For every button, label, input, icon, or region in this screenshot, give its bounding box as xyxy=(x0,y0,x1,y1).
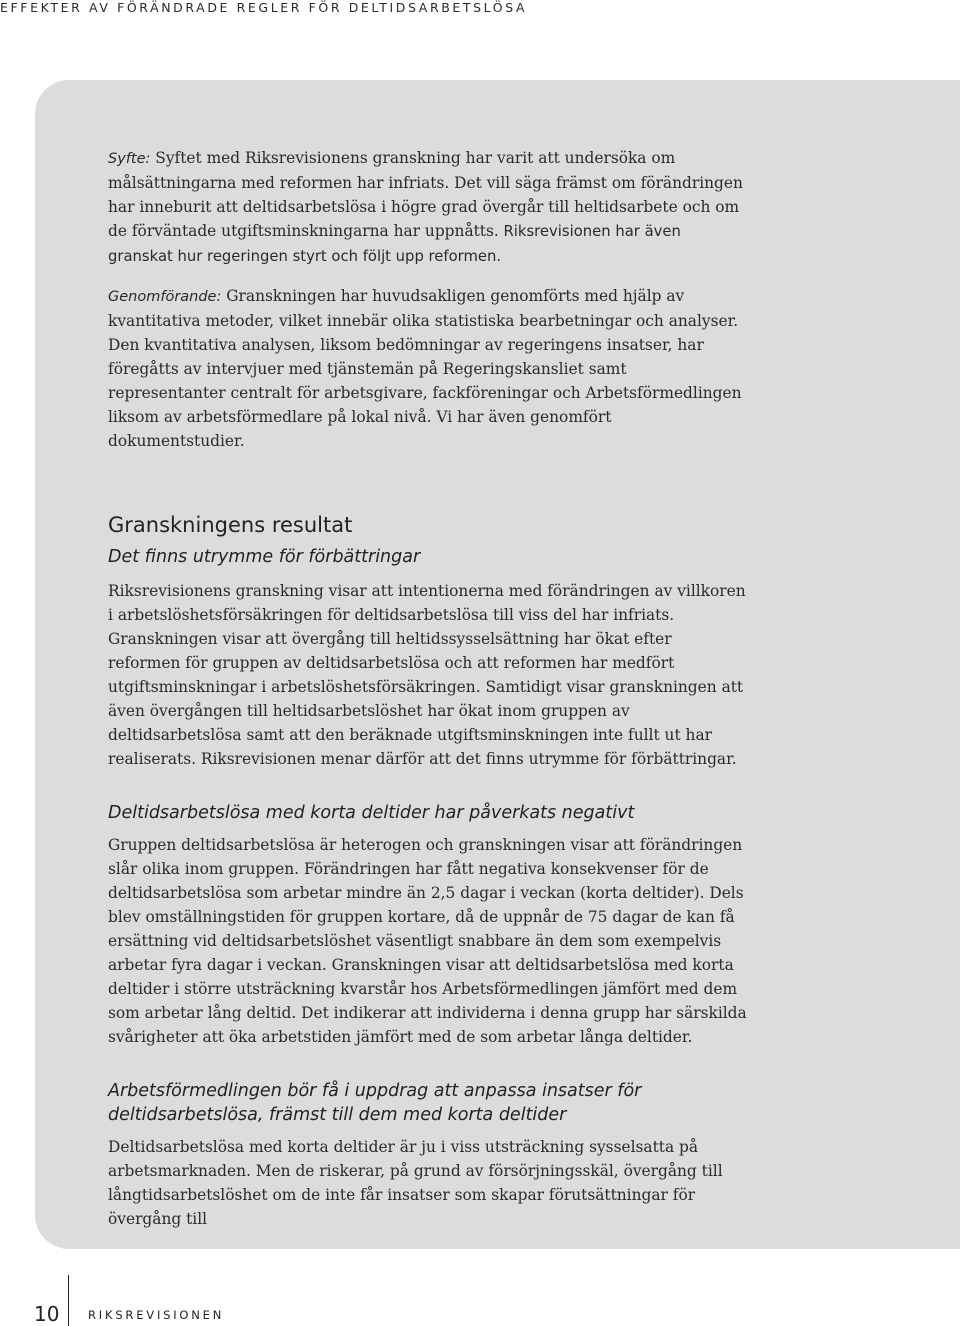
genomforande-paragraph xyxy=(108,284,748,453)
page-content xyxy=(108,146,748,1231)
genomforande-label: Genomförande: xyxy=(108,289,222,305)
syfte-paragraph xyxy=(108,146,748,269)
running-header: EFFEKTER AV FÖRÄNDRADE REGLER FÖR DELTIDSARBETSLÖSA xyxy=(0,0,528,15)
results-title: Granskningens resultat xyxy=(108,513,353,537)
genomforande-text: Granskningen har huvudsakligen genomförts med hjälp av kvantitativa metoder, vilket innebär olika statistiska bearbetningar och analyser. Den kvantitativa analysen, liksom bedömningar av regeringens insatser, har föregåtts av intervjuer med tjänstemän på Regeringskansliet samt representanter centralt för arbetsgivare, fackföreningar och Arbetsförmedlingen liksom av arbetsförmedlare på lokal nivå. Vi har även genomfört dokumentstudier. xyxy=(108,287,742,450)
section-body-employment-service: Deltidsarbetslösa med korta deltider är ju i viss utsträckning sysselsatta på arbetsmarknaden. Men de riskerar, på grund av försörjningsskäl, övergång till långtidsarbetslöshet om de inte får insatser som skapar förutsättningar för övergång till xyxy=(108,1138,723,1228)
footer-organization: RIKSREVISIONEN xyxy=(88,1308,225,1322)
section-body-improvements: Riksrevisionens granskning visar att intentionerna med förändringen av villkoren i arbetslöshetsförsäkringen för deltidsarbetslösa till viss del har infriats. Granskningen visar att övergång till heltidssysselsättning har ökat efter reformen för gruppen av deltidsarbetslösa och att reformen har medfört utgiftsminskningar i arbetslöshetsförsäkringen. Samtidigt visar granskningen att även övergången till heltidsarbetslöshet har ökat inom gruppen av deltidsarbetslösa samt att den beräknade utgiftsminskningen inte fullt ut har realiserats. Riksrevisionen menar därför att det finns utrymme för förbättringar. xyxy=(108,582,746,768)
syfte-label: Syfte: xyxy=(108,151,151,167)
footer-divider xyxy=(68,1275,69,1326)
section-heading-employment-service: Arbetsförmedlingen bör få i uppdrag att anpassa insatser för deltidsarbetslösa, främst till dem med korta deltider xyxy=(108,1081,642,1125)
section-heading-short-part-time: Deltidsarbetslösa med korta deltider har påverkats negativt xyxy=(108,803,635,823)
section-body-short-part-time: Gruppen deltidsarbetslösa är heterogen och granskningen visar att förändringen slår olika inom gruppen. Förändringen har fått negativa konsekvenser för de deltidsarbetslösa som arbetar mindre än 2,5 dagar i veckan (korta deltider). Dels blev omställningstiden för gruppen kortare, då de uppnår de 75 dagar de kan få ersättning vid deltidsarbetslöshet väsentligt snabbare än dem som exempelvis arbetar fyra dagar i veckan. Granskningen visar att deltidsarbetslösa med korta deltider i större utsträckning kvarstår hos Arbetsförmedlingen jämfört med dem som arbetar lång deltid. Det indikerar att individerna i denna grupp har särskilda svårigheter att öka arbetstiden jämfört med de som arbetar långa deltider. xyxy=(108,836,747,1046)
syfte-text-followup: Riksrevisionen har även granskat hur regeringen styrt och följt upp reformen. xyxy=(108,223,681,265)
page-number: 10 xyxy=(34,1302,60,1326)
section-heading-improvements: Det finns utrymme för förbättringar xyxy=(108,547,421,567)
syfte-text: Syftet med Riksrevisionens granskning har varit att undersöka om målsättningarna med reformen har infriats. Det vill säga främst om förändringen har inneburit att deltidsarbetslösa i högre grad övergår till heltidsarbete och om de förväntade utgiftsminskningarna har uppnåtts. xyxy=(108,149,743,240)
